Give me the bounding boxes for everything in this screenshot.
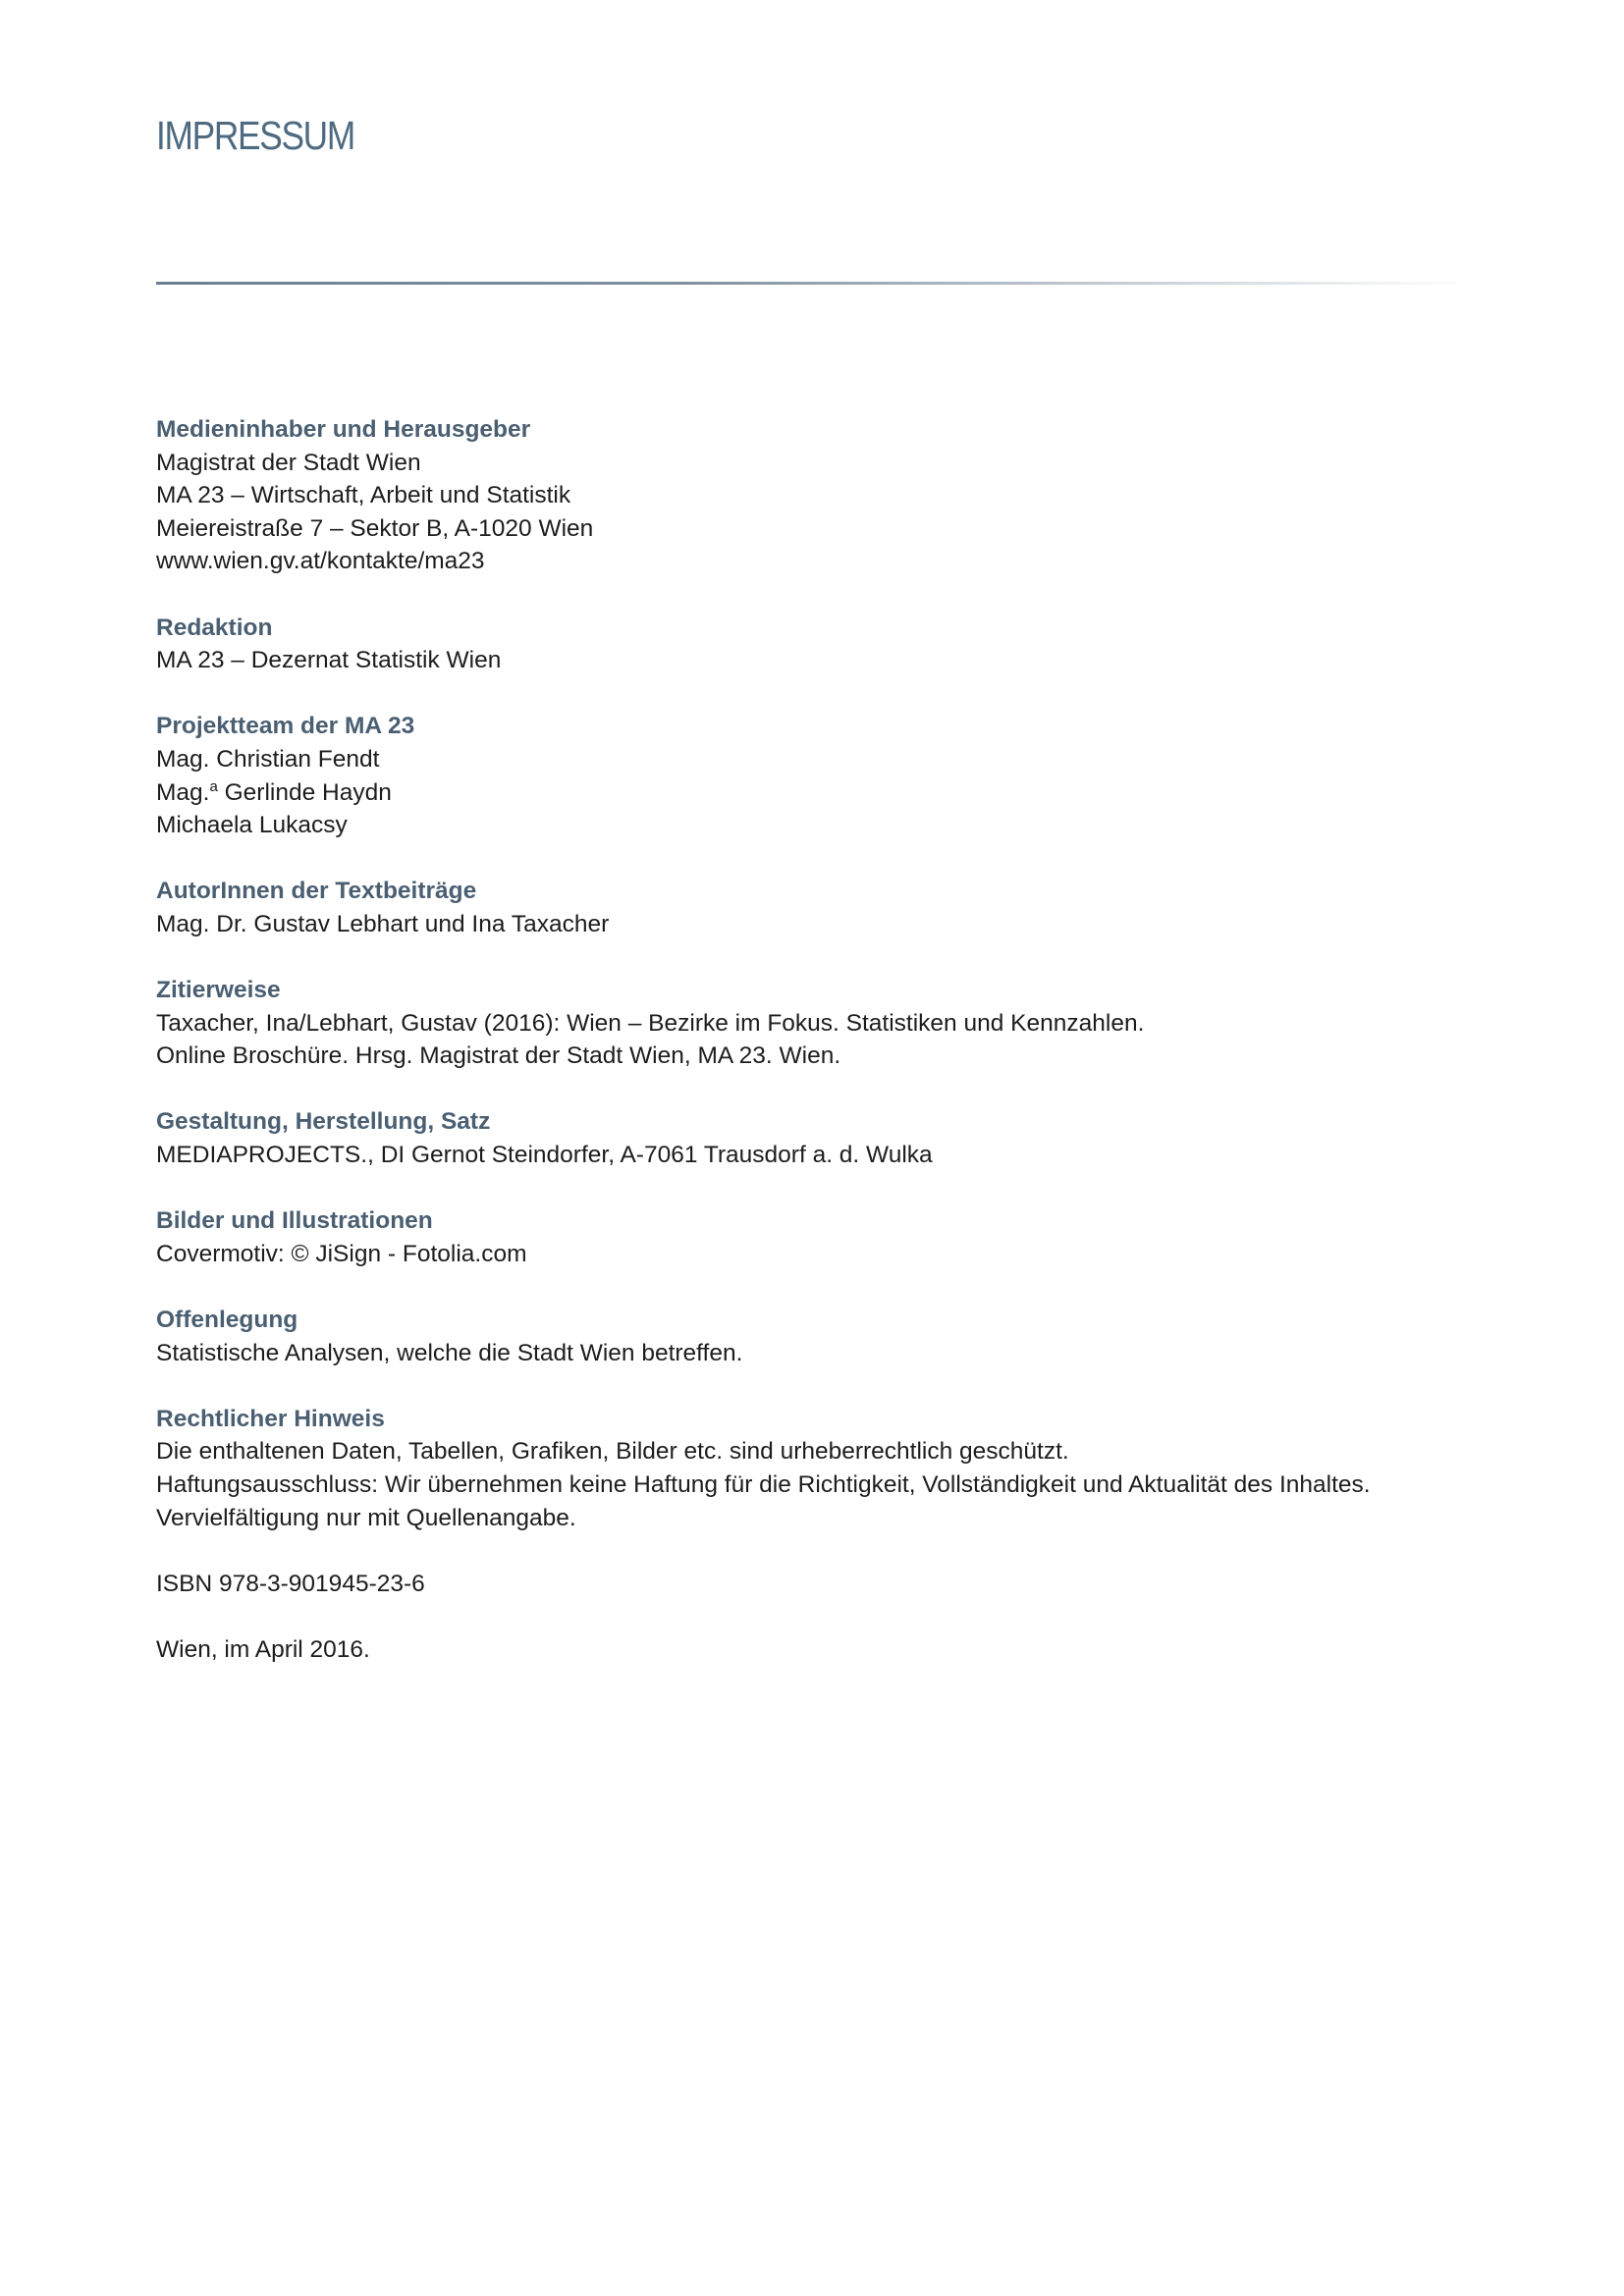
section-images	[156, 1204, 1511, 1270]
page-title: IMPRESSUM	[156, 113, 354, 158]
place-date: Wien, im April 2016.	[156, 1635, 370, 1663]
section-editorial	[156, 612, 1511, 677]
section-heading: Zitierweise	[156, 977, 281, 1004]
section-isbn	[156, 1568, 1511, 1601]
academic-title-suffix: a	[209, 777, 218, 795]
section-publisher	[156, 413, 1511, 578]
images-credit: Covermotiv: © JiSign - Fotolia.com	[156, 1240, 527, 1267]
section-heading: Gestaltung, Herstellung, Satz	[156, 1108, 491, 1136]
section-place-date	[156, 1633, 1511, 1667]
section-legal-notice	[156, 1403, 1511, 1534]
section-heading: Redaktion	[156, 614, 273, 641]
editorial-text: MA 23 – Dezernat Statistik Wien	[156, 647, 502, 674]
section-heading: Medieninhaber und Herausgeber	[156, 416, 531, 443]
section-project-team	[156, 710, 1511, 841]
publisher-name: Magistrat der Stadt Wien	[156, 449, 421, 476]
title-divider	[156, 282, 1472, 285]
authors-text: Mag. Dr. Gustav Lebhart und Ina Taxacher	[156, 910, 610, 937]
team-member: Mag. Christian Fendt	[156, 745, 380, 773]
publisher-website: www.wien.gv.at/kontakte/ma23	[156, 548, 485, 575]
publisher-address: Meiereistraße 7 – Sektor B, A-1020 Wien	[156, 514, 594, 542]
design-text: MEDIAPROJECTS., DI Gernot Steindorfer, A-7061 Trausdorf a. d. Wulka	[156, 1142, 933, 1169]
impressum-content	[156, 413, 1511, 1699]
publisher-department: MA 23 – Wirtschaft, Arbeit und Statistik	[156, 482, 571, 509]
section-disclosure	[156, 1304, 1511, 1369]
section-heading: Bilder und Illustrationen	[156, 1207, 433, 1235]
legal-line: Vervielfältigung nur mit Quellenangabe.	[156, 1504, 576, 1531]
legal-line: Haftungsausschluss: Wir übernehmen keine Haftung für die Richtigkeit, Vollständigkeit und Aktualität des Inhaltes.	[156, 1471, 1371, 1498]
team-member-name: Gerlinde Haydn	[224, 778, 392, 806]
team-member	[156, 776, 1511, 810]
team-member: Michaela Lukacsy	[156, 812, 348, 839]
isbn: ISBN 978-3-901945-23-6	[156, 1570, 425, 1597]
citation-line: Taxacher, Ina/Lebhart, Gustav (2016): Wien – Bezirke im Fokus. Statistiken und Kennzahlen.	[156, 1009, 1145, 1037]
section-authors	[156, 875, 1511, 940]
section-heading: Projektteam der MA 23	[156, 713, 415, 740]
section-heading: Offenlegung	[156, 1307, 298, 1334]
section-heading: AutorInnen der Textbeiträge	[156, 878, 477, 905]
section-heading: Rechtlicher Hinweis	[156, 1405, 385, 1432]
legal-line: Die enthaltenen Daten, Tabellen, Grafiken, Bilder etc. sind urheberrechtlich geschützt.	[156, 1438, 1069, 1466]
disclosure-text: Statistische Analysen, welche die Stadt Wien betreffen.	[156, 1339, 743, 1366]
academic-title: Mag.	[156, 778, 210, 806]
section-citation	[156, 974, 1511, 1073]
section-design	[156, 1105, 1511, 1171]
citation-line: Online Broschüre. Hrsg. Magistrat der Stadt Wien, MA 23. Wien.	[156, 1042, 841, 1070]
